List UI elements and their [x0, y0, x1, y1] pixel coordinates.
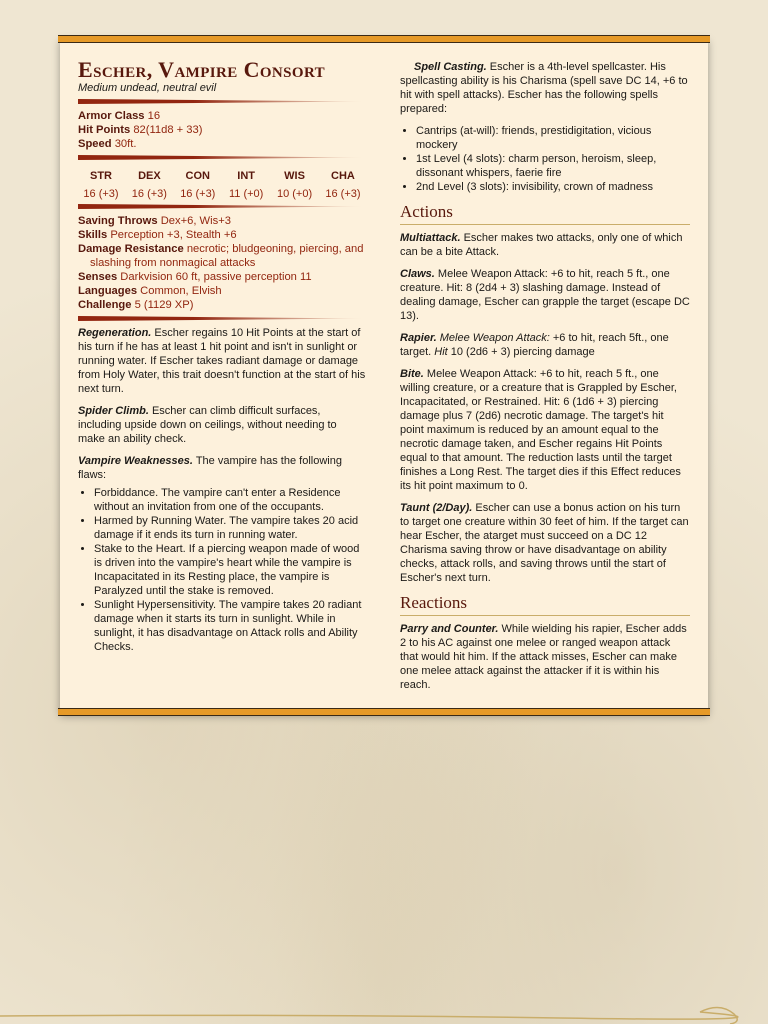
creature-name: Escher, Vampire Consort [78, 57, 326, 82]
trait-spider-climb: Spider Climb. Escher can climb difficult surfaces, including upside down on ceilings, without needing to make an ability check. [78, 405, 337, 445]
list-item: • Harmed by Running Water. The vampire takes 20 acid damage if it ends its turn in running water. [94, 514, 366, 542]
action-bite: Bite. Melee Weapon Attack: +6 to hit, reach 5 ft., one willing creature, or a creature that is Grappled by Escher, Incapacitated, or Restrained. Hit: 6 (1d6 + 3) piercing damage plus 7 (2d6) necrotic damage. The target's hit point maximum is reduced by an amount equal to the necrotic damage taken, and Escher regains Hit Points equal to that amount. The reduction lasts until the target finishes a Long Rest. The target dies if this Effect reduces its hit point maximum to 0. [400, 368, 681, 492]
right-column [400, 60, 690, 700]
hit-points: Hit Points 82(11d8 + 33) [78, 124, 203, 136]
ability-str: STR 16 (+3) [83, 170, 119, 200]
actions-heading: Actions [400, 202, 690, 225]
divider [78, 99, 366, 104]
list-item: • 1st Level (4 slots): charm person, heroism, sleep, dissonant whispers, faerie fire [416, 152, 690, 180]
ability-wis: WIS 10 (+0) [276, 170, 313, 200]
reactions-heading: Reactions [400, 593, 690, 616]
creature-type: Medium undead, neutral evil [78, 82, 217, 94]
list-item: • Stake to the Heart. If a piercing weapon made of wood is driven into the vampire's heart while the vampire is Incapacitated in its Resting place, the vampire is Paralyzed until the stake is removed. [94, 542, 366, 598]
list-item: • 2nd Level (3 slots): invisibility, crown of madness [416, 180, 690, 194]
action-taunt: Taunt (2/Day). Escher can use a bonus action on his turn to target one creature within 30 feet of him. If the target can hear Escher, the atarget must succeed on a DC 12 Charisma saving throw or have disadvantage on ability checks, attack rolls, and saving throws until the start of Escher's next turn. [400, 502, 689, 584]
action-claws: Claws. Melee Weapon Attack: +6 to hit, reach 5 ft., one creature. Hit: 8 (2d4 + 3) slashing damage. Instead of dealing damage, Escher can grapple the target (escape DC 13). [400, 268, 690, 322]
saving-throws: Saving Throws Dex+6, Wis+3 [78, 215, 231, 227]
list-item: • Sunlight Hypersensitivity. The vampire takes 20 radiant damage when it starts its turn in sunlight. While in sunlight, it has disadvantage on Attack rolls and Ability Checks. [94, 598, 366, 654]
stat-block [60, 38, 708, 713]
trait-vampire-weaknesses: Vampire Weaknesses. The vampire has the following flaws: [78, 455, 342, 481]
trait-regeneration: Regeneration. Escher regains 10 Hit Points at the start of his turn if he has at least 1 hit point and isn't in sunlight or running water. If Escher takes radiant damage or damage from Holy Water, this trait doesn't function at the start of his next turn. [78, 327, 366, 395]
left-column [78, 58, 366, 654]
reaction-parry-and-counter: Parry and Counter. While wielding his rapier, Escher adds 2 to his AC against one melee or ranged weapon attack that would hit him. If the attack misses, Escher can make one melee attack against the attacker if it is within his reach. [400, 623, 687, 691]
ability-cha: CHA 16 (+3) [325, 170, 361, 200]
ability-int: INT 11 (+0) [229, 170, 264, 200]
divider [78, 155, 366, 160]
divider [78, 316, 366, 321]
ability-con: CON 16 (+3) [180, 170, 216, 200]
challenge: Challenge 5 (1129 XP) [78, 299, 194, 311]
action-rapier: Rapier. Melee Weapon Attack: +6 to hit, reach 5ft., one target. Hit 10 (2d6 + 3) piercing damage [400, 332, 669, 358]
action-multiattack: Multiattack. Escher makes two attacks, only one of which can be a bite Attack. [400, 232, 683, 258]
ability-scores [78, 170, 366, 200]
skills: Skills Perception +3, Stealth +6 [78, 229, 237, 241]
list-item: • Cantrips (at-will): friends, prestidigitation, vicious mockery [416, 124, 690, 152]
list-item: • Forbiddance. The vampire can't enter a Residence without an invitation from one of the occupants. [94, 486, 366, 514]
speed: Speed 30ft. [78, 138, 137, 150]
senses: Senses Darkvision 60 ft, passive perception 11 [78, 271, 312, 283]
divider [78, 204, 366, 209]
flaws-list [78, 486, 366, 654]
page-footer-ornament [0, 1000, 768, 1024]
languages: Languages Common, Elvish [78, 285, 222, 297]
armor-class: Armor Class 16 [78, 110, 161, 122]
trait-spellcasting: Spell Casting. Escher is a 4th-level spellcaster. His spellcasting ability is his Charisma (spell save DC 14, +6 to hit with spell attacks). Escher has the following spells prepared: [400, 61, 688, 115]
stat-block-top-bar [58, 35, 710, 43]
spell-list [400, 124, 690, 194]
ability-dex: DEX 16 (+3) [131, 170, 167, 200]
stat-block-bottom-bar [58, 708, 710, 716]
damage-resistance: Damage Resistance necrotic; bludgeoning, piercing, and slashing from nonmagical attacks [78, 243, 364, 269]
